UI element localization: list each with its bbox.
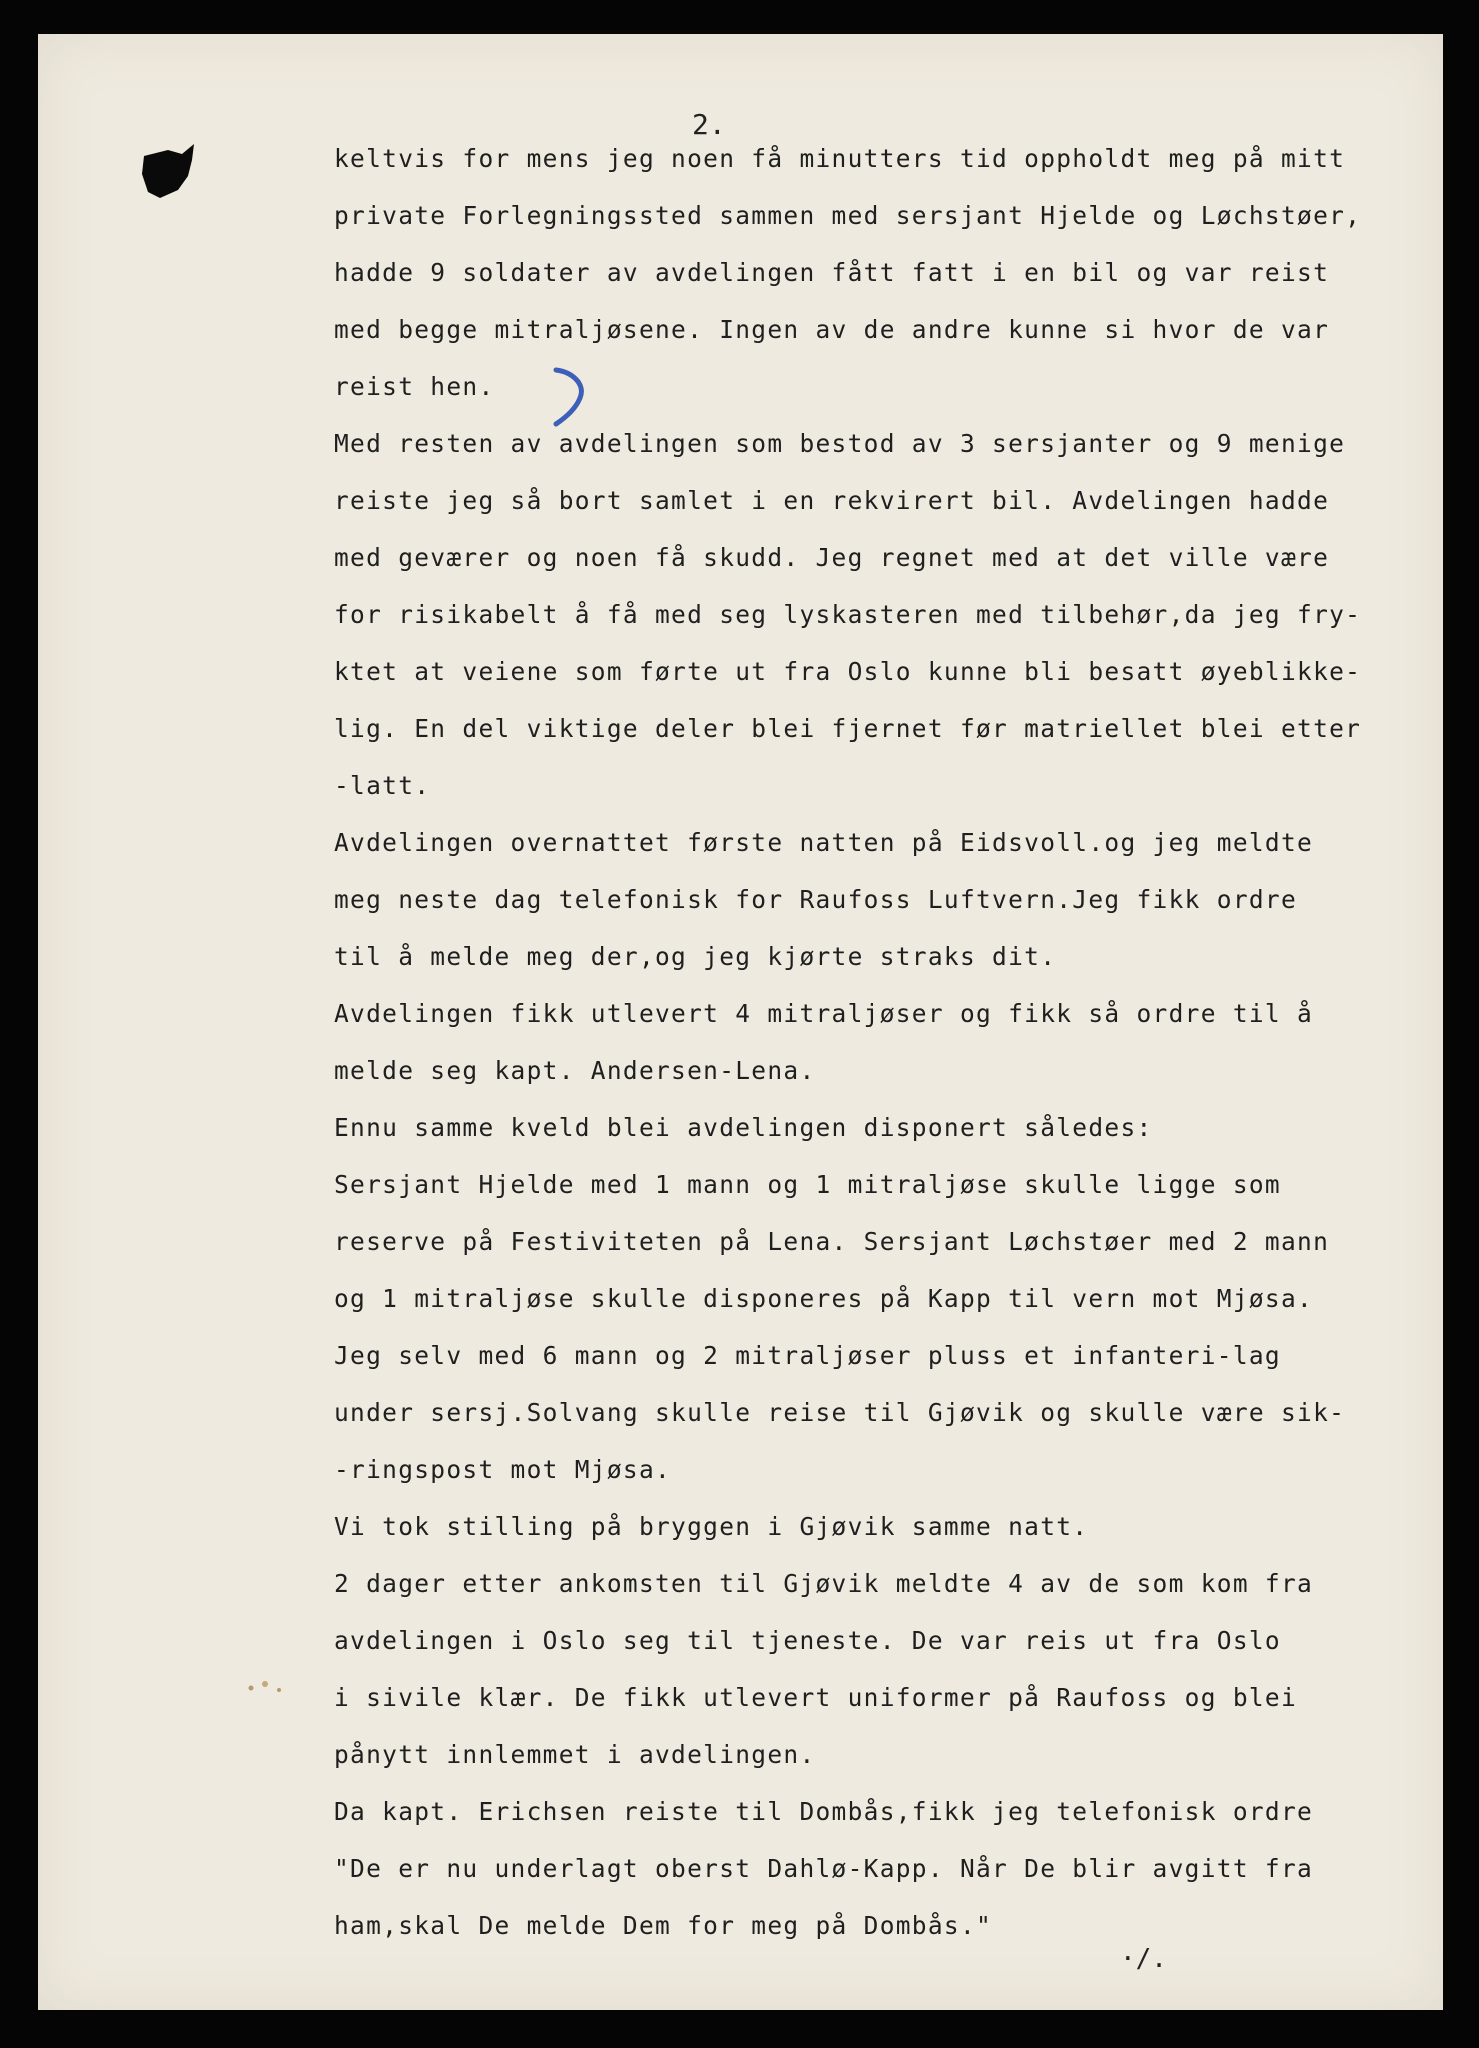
text-line: lig. En del viktige deler blei fjernet før matriellet blei etter [334,714,1362,743]
text-line: og 1 mitraljøse skulle disponeres på Kapp til vern mot Mjøsa. [334,1284,1314,1313]
paper-stain [243,1674,293,1704]
text-line: ham,skal De melde Dem for meg på Dombås." [334,1911,993,1940]
text-line: Med resten av avdelingen som bestod av 3 sersjanter og 9 menige [334,429,1346,458]
text-line: i sivile klær. De fikk utlevert uniformer på Raufoss og blei [334,1683,1298,1712]
text-line: for risikabelt å få med seg lyskasteren med tilbehør,da jeg fry- [334,600,1362,629]
text-line: med geværer og noen få skudd. Jeg regnet med at det ville være [334,543,1330,572]
typed-text-body [334,130,1442,1954]
page-number: 2. [692,108,726,141]
text-line: Avdelingen overnattet første natten på Eidsvoll.og jeg meldte [334,828,1314,857]
text-line: Vi tok stilling på bryggen i Gjøvik samme natt. [334,1512,1089,1541]
text-line: Avdelingen fikk utlevert 4 mitraljøser og fikk så ordre til å [334,999,1314,1028]
text-line: pånytt innlemmet i avdelingen. [334,1740,816,1769]
text-line: keltvis for mens jeg noen få minutters tid oppholdt meg på mitt [334,144,1346,173]
text-line: -latt. [334,771,431,800]
text-line: til å melde meg der,og jeg kjørte straks dit. [334,942,1057,971]
text-line: 2 dager etter ankomsten til Gjøvik meldte 4 av de som kom fra [334,1569,1314,1598]
text-line: avdelingen i Oslo seg til tjeneste. De var reis ut fra Oslo [334,1626,1281,1655]
text-line: Da kapt. Erichsen reiste til Dombås,fikk jeg telefonisk ordre [334,1797,1314,1826]
text-line: reserve på Festiviteten på Lena. Sersjant Løchstøer med 2 mann [334,1227,1330,1256]
text-line: -ringspost mot Mjøsa. [334,1455,672,1484]
text-line: ktet at veiene som førte ut fra Oslo kunne bli besatt øyeblikke- [334,657,1362,686]
text-line: Jeg selv med 6 mann og 2 mitraljøser pluss et infanteri-lag [334,1341,1281,1370]
text-line: meg neste dag telefonisk for Raufoss Luftvern.Jeg fikk ordre [334,885,1298,914]
text-line: reist hen. [334,372,495,401]
text-line: melde seg kapt. Andersen-Lena. [334,1056,816,1085]
text-line: "De er nu underlagt oberst Dahlø-Kapp. Når De blir avgitt fra [334,1854,1314,1883]
text-line: hadde 9 soldater av avdelingen fått fatt i en bil og var reist [334,258,1330,287]
text-line: med begge mitraljøsene. Ingen av de andre kunne si hvor de var [334,315,1330,344]
text-line: private Forlegningssted sammen med sersjant Hjelde og Løchstøer, [334,201,1362,230]
text-line: under sersj.Solvang skulle reise til Gjøvik og skulle være sik- [334,1398,1346,1427]
text-line: Ennu samme kveld blei avdelingen disponert således: [334,1113,1153,1142]
text-line: Sersjant Hjelde med 1 mann og 1 mitraljøse skulle ligge som [334,1170,1281,1199]
end-mark: ·/. [1120,1944,1167,1974]
ink-blot [138,142,198,202]
text-line: reiste jeg så bort samlet i en rekvirert bil. Avdelingen hadde [334,486,1330,515]
